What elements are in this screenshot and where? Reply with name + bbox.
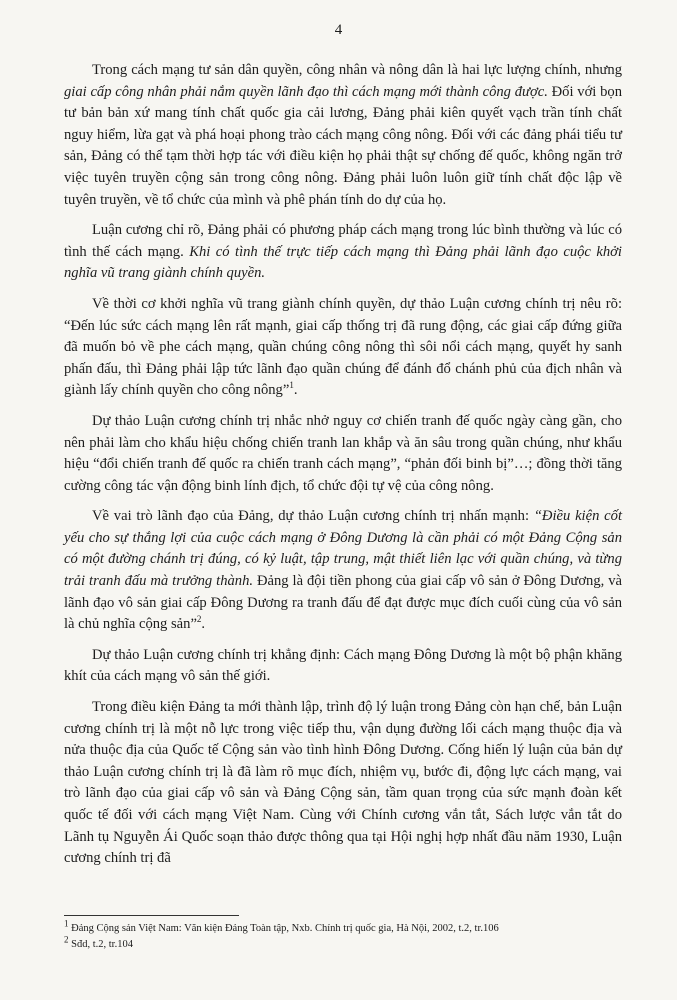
- footnotes: [64, 918, 622, 953]
- footnote-ref[interactable]: 1: [289, 380, 294, 391]
- text-run: Dự thảo Luận cương chính trị nhắc nhở nguy cơ chiến tranh đế quốc ngày càng gần, cho nên phải làm cho khẩu hiệu chống chiến tranh lan khắp và ăn sâu trong quần chúng, như khẩu hiệu “đổi chiến tranh đế quốc ra chiến tranh cách mạng”, “phản đối binh bị”…; đồng thời tăng cường công tác vận động binh lính địch, tổ chức đội tự vệ của công nông.: [64, 412, 622, 494]
- paragraph: [64, 697, 622, 870]
- text-run: Về vai trò lãnh đạo của Đảng, dự thảo Luận cương chính trị nhấn mạnh:: [92, 508, 534, 525]
- text-run: Đảng là đội tiền phong của giai cấp vô sản ở Đông Dương, và lãnh đạo vô sản giai cấp Đông Dương ra tranh đấu để đạt được mục đích cuối cùng của vô sản là chủ nghĩa cộng sản”: [64, 573, 622, 633]
- emphasis-text: Khi có tình thế trực tiếp cách mạng thì Đảng phải lãnh đạo cuộc khởi nghĩa vũ trang giành chính quyền.: [64, 243, 622, 282]
- footnote: [64, 934, 622, 953]
- emphasis-text: giai cấp công nhân phải nắm quyền lãnh đạo thì cách mạng mới thành công được.: [64, 83, 548, 100]
- footnote-text: Sđd, t.2, tr.104: [68, 939, 133, 950]
- footnote-text: Đảng Cộng sản Việt Nam: Văn kiện Đảng Toàn tập, Nxb. Chính trị quốc gia, Hà Nội, 2002, t.2, tr.106: [68, 923, 499, 934]
- text-run: Trong cách mạng tư sản dân quyền, công nhân và nông dân là hai lực lượng chính, nhưng: [92, 62, 622, 78]
- paragraph: [64, 60, 622, 211]
- body-text: [64, 60, 622, 879]
- text-run: Dự thảo Luận cương chính trị khẳng định: Cách mạng Đông Dương là một bộ phận khăng khít của cách mạng vô sản thế giới.: [64, 646, 622, 685]
- text-run: Luận cương chỉ rõ, Đảng phải có phương pháp cách mạng trong lúc bình thường và lúc có tình thế cách mạng.: [64, 222, 622, 260]
- footnote-divider: [64, 915, 239, 916]
- text-run: .: [293, 382, 298, 399]
- page-number: 4: [334, 22, 343, 38]
- paragraph: [64, 506, 622, 636]
- paragraph: [64, 294, 622, 402]
- text-run: Đối với bọn tư bản bản xứ mang tính chất quốc gia cải lương, Đảng phải kiên quyết vạch trần tính chất nguy hiểm, lừa gạt và phá hoại phong trào cách mạng công nông. Đối với các đảng phái tiểu tư sản, Đảng có thể tạm thời hợp tác với điều kiện họ phải thật sự chống đế quốc, không ngăn trở việc tuyên truyền cộng sản trong công nông. Đảng phải luôn luôn giữ tính chất độc lập về tuyên truyền, về tổ chức của mình và phê phán tính do dự của họ.: [64, 83, 622, 208]
- paragraph: [64, 411, 622, 497]
- text-run: .: [201, 616, 206, 633]
- emphasis-text: “Điều kiện cốt yếu cho sự thắng lợi của cuộc cách mạng ở Đông Dương là cần phải có một Đảng Cộng sản có một đường chánh trị đúng, có kỷ luật, tập trung, mật thiết liên lạc với quần chúng, và từng trải tranh đấu mà trưởng thành.: [64, 508, 623, 590]
- paragraph: [64, 645, 622, 688]
- text-run: Về thời cơ khởi nghĩa vũ trang giành chính quyền, dự thảo Luận cương chính trị nêu rõ: “Đến lúc sức cách mạng lên rất mạnh, giai cấp thống trị đã rung động, các giai cấp đứng giữa đã muốn bỏ về phe cách mạng, quần chúng công nông thì sôi nổi cách mạng, quyết hy sanh phấn đấu, thì Đảng phải lập tức lãnh đạo quần chúng để đánh đổ chánh phủ của địch nhân và giành lấy chính quyền cho công nông”: [64, 295, 622, 399]
- paragraph: [64, 220, 622, 285]
- text-run: Trong điều kiện Đảng ta mới thành lập, trình độ lý luận trong Đảng còn hạn chế, bản Luận cương chính trị là một nỗ lực trong việc tiếp thu, vận dụng đường lối cách mạng thuộc địa và nửa thuộc địa của Quốc tế Cộng sản vào tình hình Đông Dương. Cống hiến lý luận của bản dự thảo Luận cương chính trị là đã làm rõ mục đích, nhiệm vụ, bước đi, động lực cách mạng, vai trò lãnh đạo của giai cấp vô sản và Đảng Cộng sản, tầm quan trọng của sức mạnh đoàn kết quốc tế đối với cách mạng Việt Nam. Cùng với Chính cương vắn tắt, Sách lược vắn tắt do Lãnh tụ Nguyễn Ái Quốc soạn thảo được thông qua tại Hội nghị hợp nhất đầu năm 1930, Luận cương chính trị đã: [64, 699, 622, 867]
- footnote-number: 2: [64, 934, 69, 945]
- footnote-number: 1: [64, 918, 69, 929]
- footnote-ref[interactable]: 2: [196, 614, 202, 625]
- footnote: [64, 918, 622, 937]
